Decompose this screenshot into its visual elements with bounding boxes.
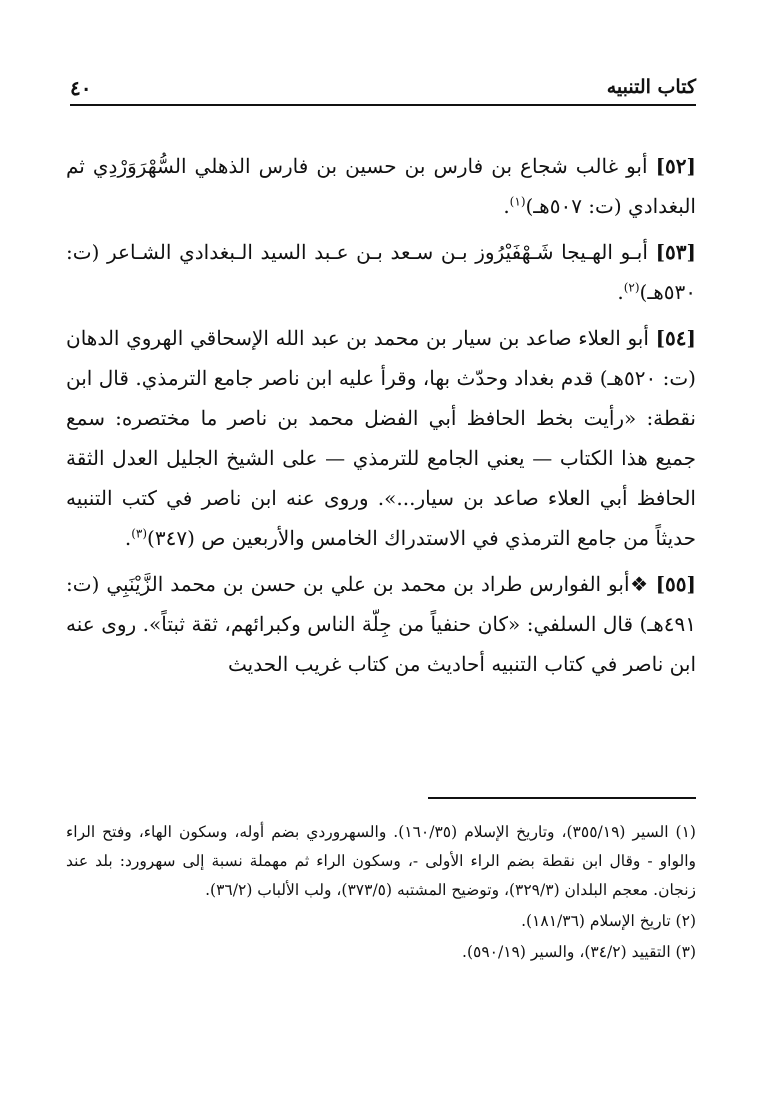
entry-text: ❖أبو الفوارس طراد بن محمد بن علي بن حسن بن محمد الزَّيْنَبِي (ت: ٤٩١هـ) قال السلفي: «كان حنفياً من جِلّة الناس وكبرائهم، ثقة ثبتاً». روى عنه ابن ناصر في كتاب التنبيه أحاديث من كتاب غريب الحديث [66,572,696,676]
page-number: ٤٠ [70,76,92,100]
entry-text: أبـو الهـيجا شَـهْفَيْرُوز بـن سـعد بـن عـبد السيد الـبغدادي الشـاعر (ت: ٥٣٠هـ) [66,240,696,304]
entry-number: [٥٣] [655,240,696,264]
entry-text: أبو العلاء صاعد بن سيار بن محمد بن عبد الله الإسحاقي الهروي الدهان (ت: ٥٢٠هـ) قدم بغداد وحدّث بها، وقرأ عليه ابن ناصر جامع الترمذي. قال ابن نقطة: «رأيت بخط الحافظ أبي الفضل محمد بن ناصر ما مختصره: سمع جميع هذا الكتاب — يعني الجامع للترمذي — على الشيخ الجليل العدل الثقة الحافظ أبي العلاء صاعد بن سيار...». وروى عنه ابن ناصر في كتب التنبيه حديثاً من جامع الترمذي في الاستدراك الخامس والأربعين ص (٣٤٧) [66,326,696,550]
footnote-ref: (١) [509,194,526,209]
entry-number: [٥٤] [655,326,696,350]
entry-54 [66,318,696,558]
entry-end: . [124,526,132,550]
footnote-1: (١) السير (٣٥٥/١٩)، وتاريخ الإسلام (١٦٠/٣٥). والسهروردي بضم أوله، وسكون الهاء، وفتح الراء والواو - وقال ابن نقطة بضم الراء الأولى -، وسكون الراء ثم مهملة نسبة إلى سهرورد: بلد عند زنجان. معجم البلدان (٣٢٩/٣)، وتوضيح المشتبه (٣٧٣/٥)، ولب الألباب (٣٦/٢). [66,823,696,899]
footnote-separator [428,797,696,799]
footnote-ref: (٢) [623,280,640,295]
footnotes [66,818,696,969]
main-text [66,146,696,690]
page-header [70,74,696,104]
footnote-ref: (٣) [131,526,148,541]
entry-text: أبو غالب شجاع بن فارس بن حسين بن فارس الذهلي السُّهْرَوَرْدِي ثم البغدادي (ت: ٥٠٧هـ) [66,154,696,218]
header-rule [70,104,696,106]
entry-end: . [503,194,510,218]
entry-53 [66,232,696,312]
entry-number: [٥٥] [655,572,696,596]
footnote-3: (٣) التقييد (٣٤/٢)، والسير (٥٩٠/١٩). [462,943,696,961]
entry-52 [66,146,696,226]
running-title: كتاب التنبيه [606,76,696,98]
entry-end: . [617,280,624,304]
footnote-2: (٢) تاريخ الإسلام (١٨١/٣٦). [521,912,696,930]
entry-number: [٥٢] [655,154,696,178]
entry-55 [66,564,696,684]
